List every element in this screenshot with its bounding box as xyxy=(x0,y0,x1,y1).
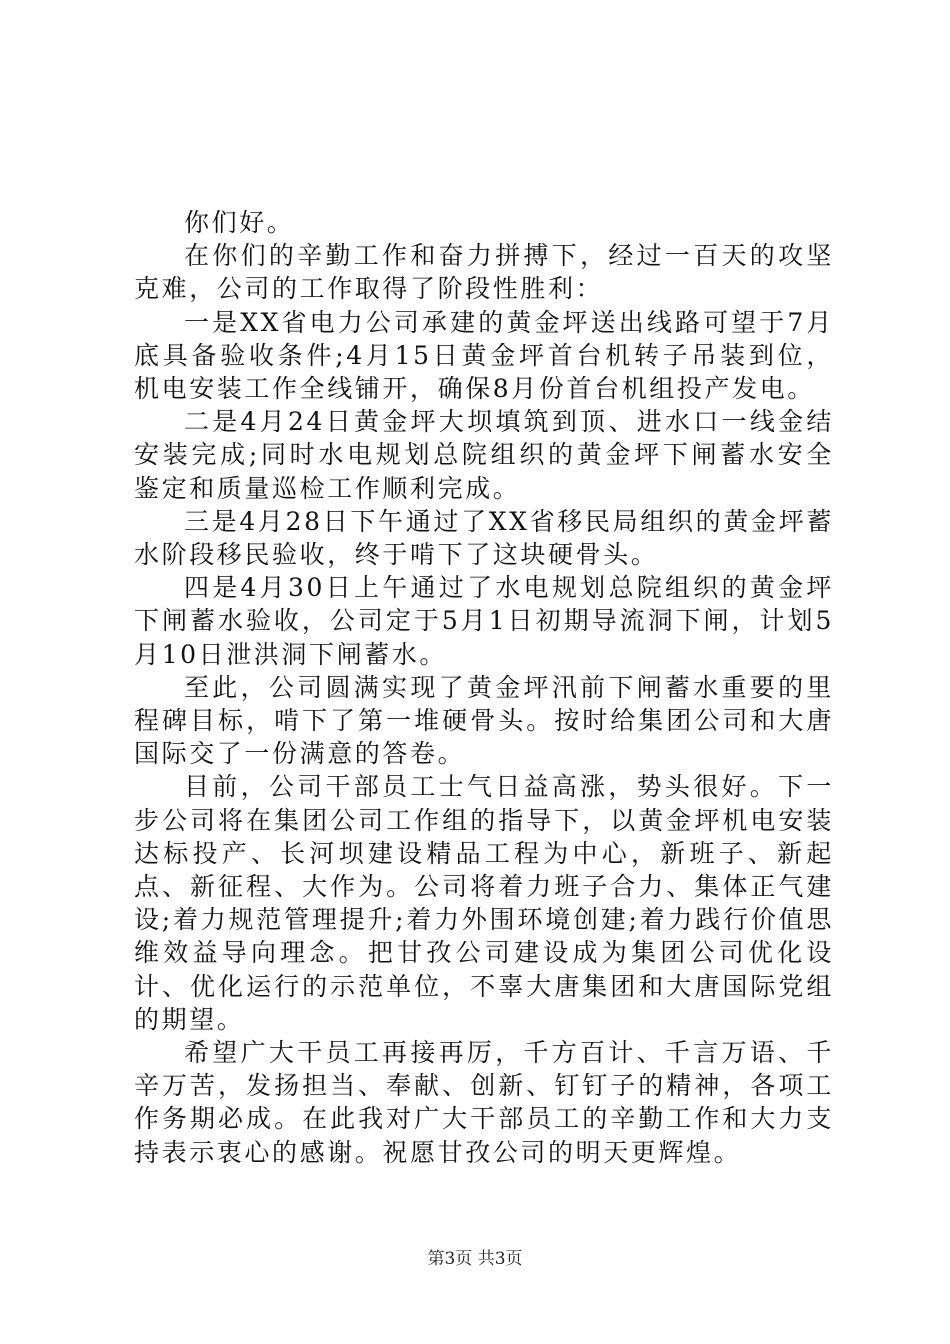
paragraph-summary: 至此，公司圆满实现了黄金坪汛前下闸蓄水重要的里程碑目标，啃下了第一堆硬骨头。按时给集团公司和大唐国际交了一份满意的答卷。 xyxy=(134,672,834,769)
paragraph-closing: 希望广大干员工再接再厉，千方百计、千言万语、千辛万苦，发扬担当、奉献、创新、钉钉子的精神，各项工作务期必成。在此我对广大干部员工的辛勤工作和大力支持表示衷心的感谢。祝愿甘孜公司的明天更辉煌。 xyxy=(134,1038,834,1167)
paragraph-item-3: 三是4月28日下午通过了XX省移民局组织的黄金坪蓄水阶段移民验收，终于啃下了这块硬骨头。 xyxy=(134,506,834,570)
paragraph-intro: 在你们的辛勤工作和奋力拼搏下，经过一百天的攻坚克难，公司的工作取得了阶段性胜利： xyxy=(134,241,834,304)
paragraph-item-1: 一是XX省电力公司承建的黄金坪送出线路可望于7月底具备验收条件;4月15日黄金坪首台机转子吊装到位，机电安装工作全线铺开，确保8月份首台机组投产发电。 xyxy=(134,307,834,404)
document-body xyxy=(134,206,834,1169)
page-number-footer: 第3页 共3页 xyxy=(427,1249,523,1269)
paragraph-item-4: 四是4月30日上午通过了水电规划总院组织的黄金坪下闸蓄水验收，公司定于5月1日初期导流洞下闸，计划5月10日泄洪洞下闸蓄水。 xyxy=(134,573,834,669)
paragraph-greeting: 你们好。 xyxy=(184,208,295,237)
paragraph-next-steps: 目前，公司干部员工士气日益高涨，势头很好。下一步公司将在集团公司工作组的指导下，以黄金坪机电安装达标投产、长河坝建设精品工程为中心，新班子、新起点、新征程、大作为。公司将着力班子合力、集体正气建设;着力规范管理提升;着力外围环境创建;着力践行价值思维效益导向理念。把甘孜公司建设成为集团公司优化设计、优化运行的示范单位，不辜大唐集团和大唐国际党组的期望。 xyxy=(134,772,834,1034)
paragraph-item-2: 二是4月24日黄金坪大坝填筑到顶、进水口一线金结安装完成;同时水电规划总院组织的黄金坪下闸蓄水安全鉴定和质量巡检工作顺利完成。 xyxy=(134,407,834,503)
